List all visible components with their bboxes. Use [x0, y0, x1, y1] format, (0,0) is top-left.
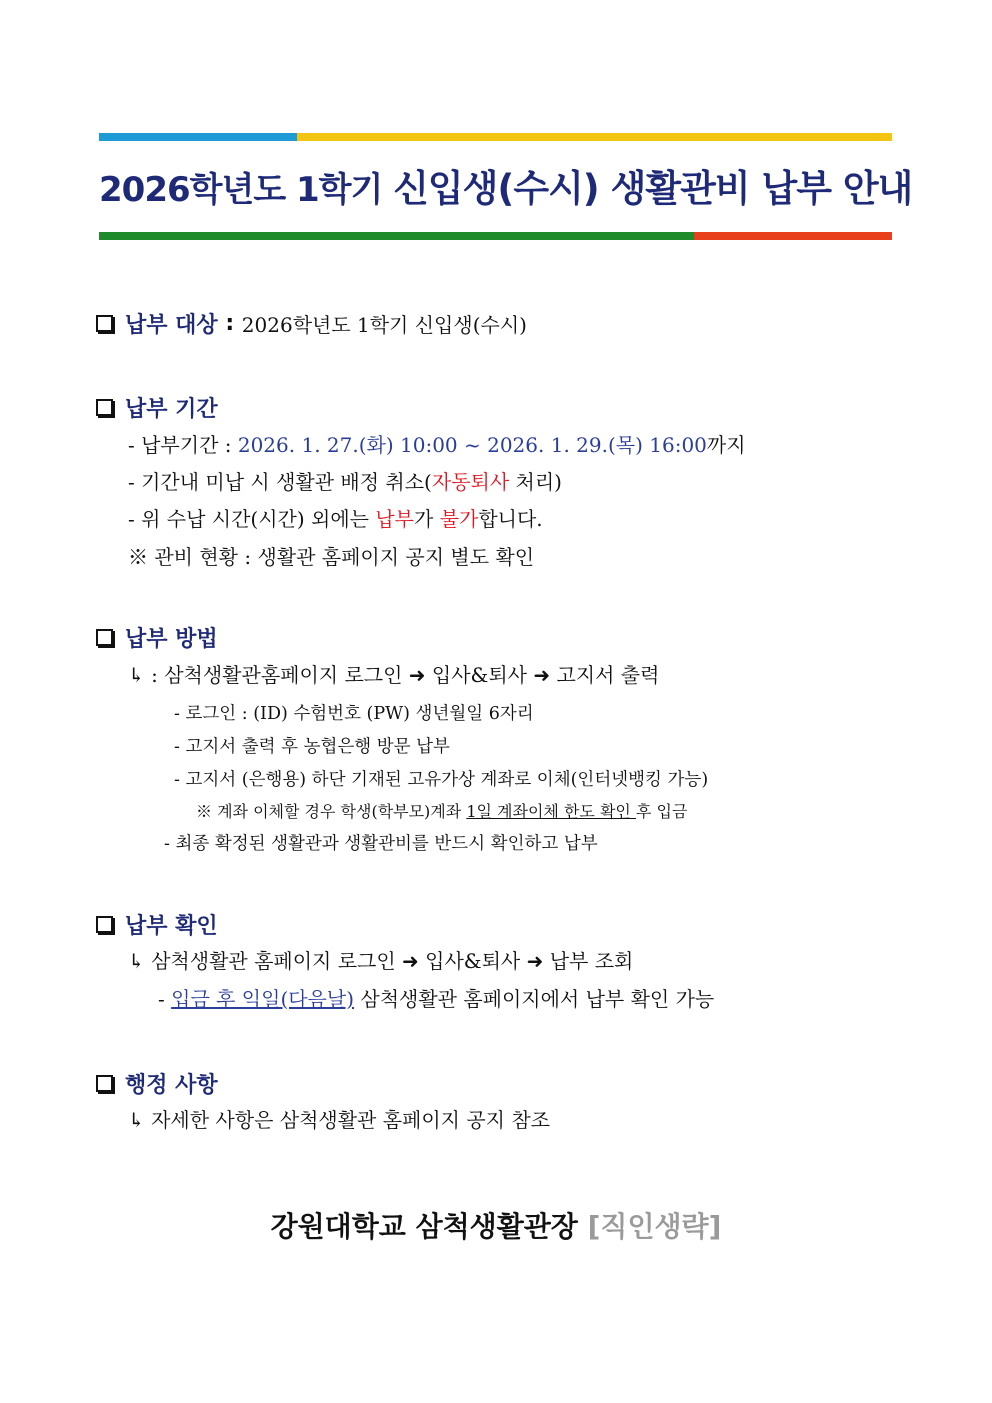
confirm-path [128, 947, 633, 975]
footer-signature [0, 1205, 992, 1245]
heading-label: 행정 사항 [125, 1072, 218, 1098]
checkbox-icon [96, 916, 113, 933]
next-day-highlight: 입금 후 익일(다음날) [171, 987, 355, 1011]
title-main: 신입생(수시) 생활관비 납부 안내 [393, 167, 913, 210]
heading-label: 납부 기간 [125, 396, 218, 422]
section-method [96, 622, 218, 652]
text-run: 고지서 출력 [550, 663, 660, 687]
text-run: 처리) [509, 470, 562, 494]
bottom-bar-red-segment [694, 232, 892, 240]
text-run: 까지 [706, 433, 746, 457]
heading-separator: : [217, 310, 242, 336]
text-run: - [158, 987, 172, 1011]
text-run: 후 입금 [635, 802, 688, 821]
section-confirm [96, 909, 218, 939]
bottom-bar-green-segment [99, 232, 694, 240]
text-run: : 삼척생활관홈페이지 로그인 [144, 663, 409, 687]
transfer-limit-note: 1일 계좌이체 한도 확인 [466, 802, 636, 821]
issuer-name: 강원대학교 삼척생활관장 [270, 1210, 588, 1243]
title-prefix: 2026학년도 1학기 [99, 170, 394, 210]
section-admin [96, 1068, 218, 1098]
text-run: - 위 수납 시간(시간) 외에는 [128, 507, 376, 531]
text-run: 입사&퇴사 [418, 949, 527, 973]
right-arrow-icon: ➜ [408, 663, 426, 687]
text-run: - 기간내 미납 시 생활관 배정 취소( [128, 470, 432, 494]
top-bar-yellow-segment [297, 133, 892, 141]
method-step-final: - 최종 확정된 생활관과 생활관비를 반드시 확인하고 납부 [164, 834, 598, 854]
text-run: 합니다. [478, 507, 543, 531]
right-arrow-icon: ➜ [526, 949, 544, 973]
method-step-transfer: - 고지서 (은행용) 하단 기재된 고유가상 계좌로 이체(인터넷뱅킹 가능) [174, 770, 709, 790]
section-target [96, 308, 527, 338]
period-line-3 [128, 505, 543, 533]
method-step-visit: - 고지서 출력 후 농협은행 방문 납부 [174, 737, 450, 757]
top-color-bar [99, 133, 892, 141]
auto-exit-highlight: 자동퇴사 [431, 470, 510, 494]
text-run: ※ 계좌 이체할 경우 학생(학부모)계좌 [196, 802, 467, 821]
bottom-color-bar [99, 232, 892, 240]
section-heading [96, 1068, 218, 1098]
confirm-next-day [158, 985, 714, 1013]
target-text: 2026학년도 1학기 신입생(수시) [241, 312, 527, 337]
section-heading [96, 392, 218, 422]
admin-text: ↳ 자세한 사항은 삼척생활관 홈페이지 공지 참조 [128, 1108, 550, 1132]
method-path [128, 661, 659, 689]
top-bar-blue-segment [99, 133, 297, 141]
text-run: 불가 [439, 507, 479, 531]
right-arrow-icon: ➜ [533, 663, 551, 687]
checkbox-icon [96, 399, 113, 416]
period-line-2 [128, 468, 562, 496]
method-step-login: - 로그인 : (ID) 수험번호 (PW) 생년월일 6자리 [174, 704, 534, 724]
seal-omitted: [직인생략] [587, 1210, 722, 1243]
heading-label: 납부 방법 [125, 626, 218, 652]
section-heading [96, 909, 218, 939]
section-heading [96, 308, 527, 338]
text-run: ↳ 삼척생활관 홈페이지 로그인 [128, 949, 403, 973]
text-run: 가 [414, 507, 440, 531]
period-line-1 [128, 431, 746, 459]
text-run: 납부 [375, 507, 414, 531]
text-run: 납부 조회 [543, 949, 634, 973]
text-run: 삼척생활관 홈페이지에서 납부 확인 가능 [354, 987, 715, 1011]
method-transfer-note [196, 798, 687, 826]
page-title [99, 158, 913, 212]
return-arrow-icon: ↳ [128, 663, 145, 687]
right-arrow-icon: ➜ [402, 949, 419, 973]
checkbox-icon [96, 315, 113, 332]
period-dates: 2026. 1. 27.(화) 10:00 ~ 2026. 1. 29.(목) 16:00 [237, 433, 707, 457]
heading-label: 납부 대상 [125, 312, 218, 338]
section-period [96, 392, 218, 422]
section-heading [96, 622, 218, 652]
checkbox-icon [96, 629, 113, 646]
heading-label: 납부 확인 [125, 913, 218, 939]
checkbox-icon [96, 1075, 113, 1092]
text-run: - 납부기간 : [128, 433, 238, 457]
text-run: 입사&퇴사 [425, 663, 534, 687]
period-note: ※ 관비 현황 : 생활관 홈페이지 공지 별도 확인 [128, 545, 535, 569]
